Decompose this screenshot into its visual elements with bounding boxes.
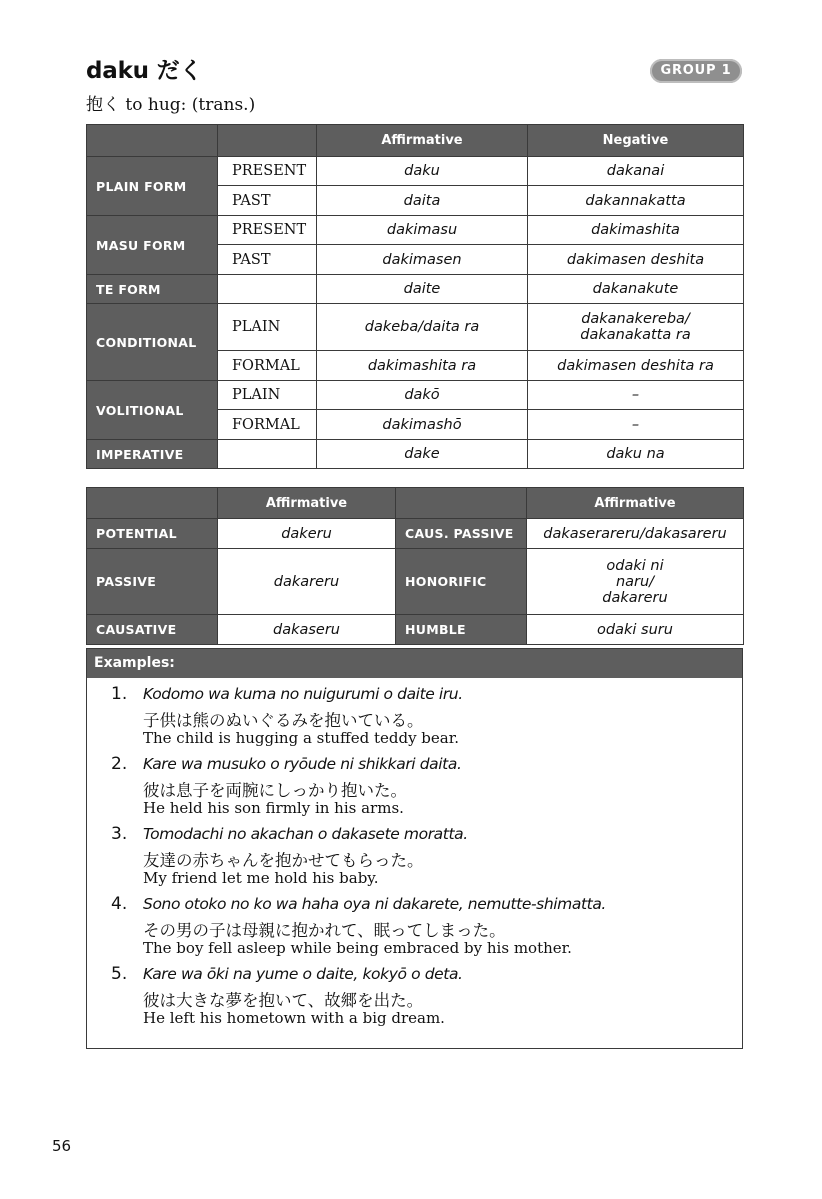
- col-header-affirmative: Affirmative: [527, 488, 744, 519]
- negative-cell: dakimashita: [528, 216, 744, 245]
- negative-cell: –: [528, 381, 744, 410]
- group-badge: GROUP 1: [650, 59, 742, 83]
- honorific-line: dakareru: [602, 589, 668, 606]
- example-japanese: 子供は熊のぬいぐるみを抱いている。: [143, 711, 424, 730]
- example-number: 4.: [111, 894, 128, 914]
- example-romaji: Kare wa musuko o ryōude ni shikkari daita.: [143, 755, 462, 773]
- col-header-negative: Negative: [528, 125, 744, 157]
- header-blank-cell: [87, 125, 218, 157]
- example-item: [87, 752, 742, 822]
- example-romaji: Kodomo wa kuma no nuigurumi o daite iru.: [143, 685, 463, 703]
- examples-box: [86, 648, 743, 1049]
- derived-forms-table: [86, 487, 744, 645]
- passive-value: dakareru: [218, 549, 396, 615]
- example-romaji: Sono otoko no ko wa haha oya ni dakarete, nemutte-shimatta.: [143, 895, 606, 913]
- affirmative-cell: dakimashō: [317, 410, 528, 440]
- affirmative-cell: daite: [317, 275, 528, 304]
- col-header-affirmative: Affirmative: [218, 488, 396, 519]
- example-number: 5.: [111, 964, 128, 984]
- example-item: [87, 822, 742, 892]
- row-label-passive: PASSIVE: [87, 549, 218, 615]
- negative-cell: dakimasen deshita ra: [528, 351, 744, 381]
- header-blank-cell: [218, 125, 317, 157]
- example-english: The boy fell asleep while being embraced by his mother.: [143, 939, 572, 957]
- humble-value: odaki suru: [527, 615, 744, 645]
- row-label-honorific: HONORIFIC: [396, 549, 527, 615]
- example-english: He left his hometown with a big dream.: [143, 1009, 445, 1027]
- row-sub-label: PRESENT: [218, 216, 317, 245]
- honorific-line: odaki ni: [606, 557, 664, 574]
- verb-definition: 抱く to hug: (trans.): [86, 95, 256, 115]
- negative-line: dakanakatta ra: [580, 327, 691, 343]
- row-group-te-form: TE FORM: [87, 275, 218, 304]
- example-number: 2.: [111, 754, 128, 774]
- affirmative-cell: dakimashita ra: [317, 351, 528, 381]
- example-japanese: その男の子は母親に抱かれて、眠ってしまった。: [143, 921, 506, 940]
- example-item: [87, 682, 742, 752]
- negative-cell: dakimasen deshita: [528, 245, 744, 275]
- example-japanese: 彼は息子を両腕にしっかり抱いた。: [143, 781, 407, 800]
- row-group-imperative: IMPERATIVE: [87, 440, 218, 469]
- header-blank-cell: [87, 488, 218, 519]
- affirmative-cell: dakō: [317, 381, 528, 410]
- row-group-plain-form: PLAIN FORM: [87, 157, 218, 216]
- row-group-masu-form: MASU FORM: [87, 216, 218, 275]
- empty-cell: [218, 440, 317, 469]
- col-header-affirmative: Affirmative: [317, 125, 528, 157]
- affirmative-cell: dakimasu: [317, 216, 528, 245]
- header-blank-cell: [396, 488, 527, 519]
- example-item: [87, 892, 742, 962]
- honorific-value: [527, 549, 744, 615]
- row-sub-label: FORMAL: [218, 351, 317, 381]
- negative-line: dakanakereba/: [581, 311, 690, 327]
- example-japanese: 友達の赤ちゃんを抱かせてもらった。: [143, 851, 424, 870]
- potential-value: dakeru: [218, 519, 396, 549]
- row-sub-label: PLAIN: [218, 304, 317, 351]
- affirmative-cell: dakeba/daita ra: [317, 304, 528, 351]
- conjugation-table: [86, 124, 744, 469]
- examples-list: [87, 682, 742, 1032]
- row-label-potential: POTENTIAL: [87, 519, 218, 549]
- example-romaji: Tomodachi no akachan o dakasete moratta.: [143, 825, 468, 843]
- negative-cell: dakannakatta: [528, 186, 744, 216]
- example-english: My friend let me hold his baby.: [143, 869, 379, 887]
- example-number: 1.: [111, 684, 128, 704]
- affirmative-cell: daku: [317, 157, 528, 186]
- example-english: The child is hugging a stuffed teddy bear.: [143, 729, 460, 747]
- row-label-humble: HUMBLE: [396, 615, 527, 645]
- row-sub-label: PLAIN: [218, 381, 317, 410]
- example-romaji: Kare wa ōki na yume o daite, kokyō o deta.: [143, 965, 463, 983]
- affirmative-cell: dakimasen: [317, 245, 528, 275]
- negative-cell: dakanakute: [528, 275, 744, 304]
- example-english: He held his son firmly in his arms.: [143, 799, 404, 817]
- row-sub-label: PAST: [218, 245, 317, 275]
- negative-cell: [528, 304, 744, 351]
- causative-value: dakaseru: [218, 615, 396, 645]
- row-sub-label: PRESENT: [218, 157, 317, 186]
- row-label-causative: CAUSATIVE: [87, 615, 218, 645]
- example-item: [87, 962, 742, 1032]
- negative-cell: dakanai: [528, 157, 744, 186]
- negative-cell: daku na: [528, 440, 744, 469]
- example-number: 3.: [111, 824, 128, 844]
- row-sub-label: PAST: [218, 186, 317, 216]
- affirmative-cell: dake: [317, 440, 528, 469]
- empty-cell: [218, 275, 317, 304]
- row-group-volitional: VOLITIONAL: [87, 381, 218, 440]
- page-number: 56: [52, 1137, 72, 1155]
- row-sub-label: FORMAL: [218, 410, 317, 440]
- examples-heading: Examples:: [87, 649, 742, 678]
- honorific-line: naru/: [615, 573, 655, 590]
- negative-cell: –: [528, 410, 744, 440]
- example-japanese: 彼は大きな夢を抱いて、故郷を出た。: [143, 991, 424, 1010]
- affirmative-cell: daita: [317, 186, 528, 216]
- row-group-conditional: CONDITIONAL: [87, 304, 218, 381]
- page-title: daku だく: [86, 58, 203, 84]
- caus-passive-value: dakaserareru/dakasareru: [527, 519, 744, 549]
- row-label-caus-passive: CAUS. PASSIVE: [396, 519, 527, 549]
